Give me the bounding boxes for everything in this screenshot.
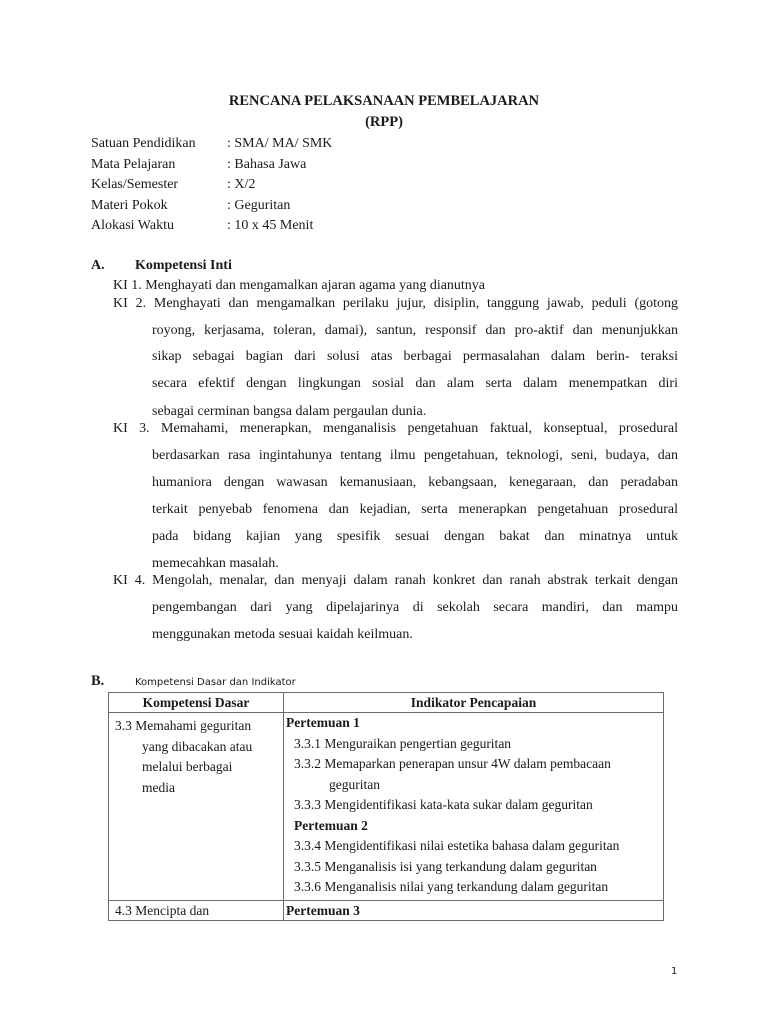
table-row xyxy=(109,900,664,920)
competency-table xyxy=(108,692,664,921)
indicator-item: 3.3.2 Memaparkan penerapan unsur 4W dalam pembacaan xyxy=(294,756,611,771)
identity-row-class xyxy=(91,175,332,196)
indicator-continuation: geguritan xyxy=(329,776,380,792)
identity-value: : 10 x 45 Menit xyxy=(227,218,314,233)
kd-line xyxy=(115,716,279,737)
meeting-label: Pertemuan 2 xyxy=(294,817,368,833)
identity-block xyxy=(91,134,332,237)
identity-value: : X/2 xyxy=(227,177,256,192)
ki-2-line: sebagai cerminan bangsa dalam pergaulan dunia. xyxy=(152,404,427,419)
indicator-item: 3.3.6 Menganalisis nilai yang terkandung dalam geguritan xyxy=(294,879,609,894)
identity-row-school xyxy=(91,134,332,155)
ki-3-line: pada bidang kajian yang spesifik sesuai dengan bakat dan minatnya untuk xyxy=(152,529,678,544)
ki-4-line: menggunakan metoda sesuai kaidah keilmuan. xyxy=(152,627,413,642)
meeting-label: Pertemuan 3 xyxy=(286,902,360,918)
ki-4-line: KI 4. Mengolah, menalar, dan menyaji dalam ranah konkret dan ranah abstrak terkait dengan xyxy=(113,573,678,588)
indicator-item: 3.3.4 Mengidentifikasi nilai estetika bahasa dalam geguritan xyxy=(294,838,620,853)
kd-text: Memahami geguritan xyxy=(135,718,252,733)
section-title: Kompetensi Dasar dan Indikator xyxy=(135,677,296,688)
ki-1: KI 1. Menghayati dan mengamalkan ajaran agama yang dianutnya xyxy=(113,278,486,293)
header-basic-competency: Kompetensi Dasar xyxy=(109,693,284,713)
identity-label: Kelas/Semester xyxy=(91,177,179,192)
table-header-row xyxy=(109,693,664,713)
indicator-cell xyxy=(284,900,664,920)
ki-2-line: secara efektif dengan lingkungan sosial dan alam serta dalam menempatkan diri xyxy=(152,376,678,391)
identity-label: Satuan Pendidikan xyxy=(91,136,196,151)
section-b-heading xyxy=(91,673,296,690)
identity-row-material xyxy=(91,196,332,217)
ki-3-line: terkait penyebab fenomena dan kejadian, serta menerapkan pengetahuan prosedural xyxy=(152,502,678,517)
meeting-label: Pertemuan 1 xyxy=(286,715,360,730)
section-title: Kompetensi Inti xyxy=(135,258,232,273)
identity-row-subject xyxy=(91,155,332,176)
kd-text: 4.3 Mencipta dan xyxy=(115,902,210,918)
ki-2-line: sikap sebagai bagian dari solusi atas berbagai permasalahan dalam berin- teraksi xyxy=(152,349,678,364)
identity-label: Alokasi Waktu xyxy=(91,218,174,233)
identity-label: Materi Pokok xyxy=(91,197,168,213)
table-row xyxy=(109,713,664,901)
kd-cell xyxy=(109,713,284,901)
kd-cell xyxy=(109,900,284,920)
ki-3-line: KI 3. Memahami, menerapkan, menganalisis pengetahuan faktual, konseptual, prosedural xyxy=(113,421,678,436)
kd-line: media xyxy=(142,779,175,795)
identity-row-time xyxy=(91,216,332,237)
ki-4-line: pengembangan dari yang dipelajarinya di sekolah secara mandiri, dan mampu xyxy=(152,600,678,615)
identity-value: : Bahasa Jawa xyxy=(227,156,307,172)
section-a-heading xyxy=(91,258,232,274)
indicator-item: 3.3.1 Menguraikan pengertian geguritan xyxy=(294,735,512,751)
kd-line: melalui berbagai xyxy=(142,759,233,774)
document-title: RENCANA PELAKSANAAN PEMBELAJARAN xyxy=(228,93,540,109)
header-indicator: Indikator Pencapaian xyxy=(284,693,664,713)
kd-number: 3.3 xyxy=(115,718,132,733)
ki-3-line: berdasarkan rasa ingintahunya tentang ilmu pengetahuan, teknologi, seni, budaya, dan xyxy=(152,448,678,463)
ki-2-line: royong, kerjasama, toleran, damai), santun, responsif dan pro-aktif dan menunjukkan xyxy=(152,323,678,338)
identity-value: : Geguritan xyxy=(227,197,291,213)
ki-3-line: memecahkan masalah. xyxy=(152,556,279,571)
ki-2-line: KI 2. Menghayati dan mengamalkan perilaku jujur, disiplin, tanggung jawab, peduli (gotong xyxy=(113,296,678,311)
kd-line: yang dibacakan atau xyxy=(142,738,253,754)
section-letter: B. xyxy=(91,673,105,689)
indicator-item: 3.3.5 Menganalisis isi yang terkandung dalam geguritan xyxy=(294,858,597,874)
ki-3-line: humaniora dengan wawasan kemanusiaan, kebangsaan, kenegaraan, dan peradaban xyxy=(152,475,678,490)
indicator-cell xyxy=(284,713,664,901)
document-subtitle: (RPP) xyxy=(365,114,403,130)
section-letter: A. xyxy=(91,258,105,273)
indicator-item: 3.3.3 Mengidentifikasi kata-kata sukar dalam geguritan xyxy=(294,797,593,812)
identity-label: Mata Pelajaran xyxy=(91,156,176,172)
page-number: 1 xyxy=(671,966,678,977)
identity-value: : SMA/ MA/ SMK xyxy=(227,136,333,151)
